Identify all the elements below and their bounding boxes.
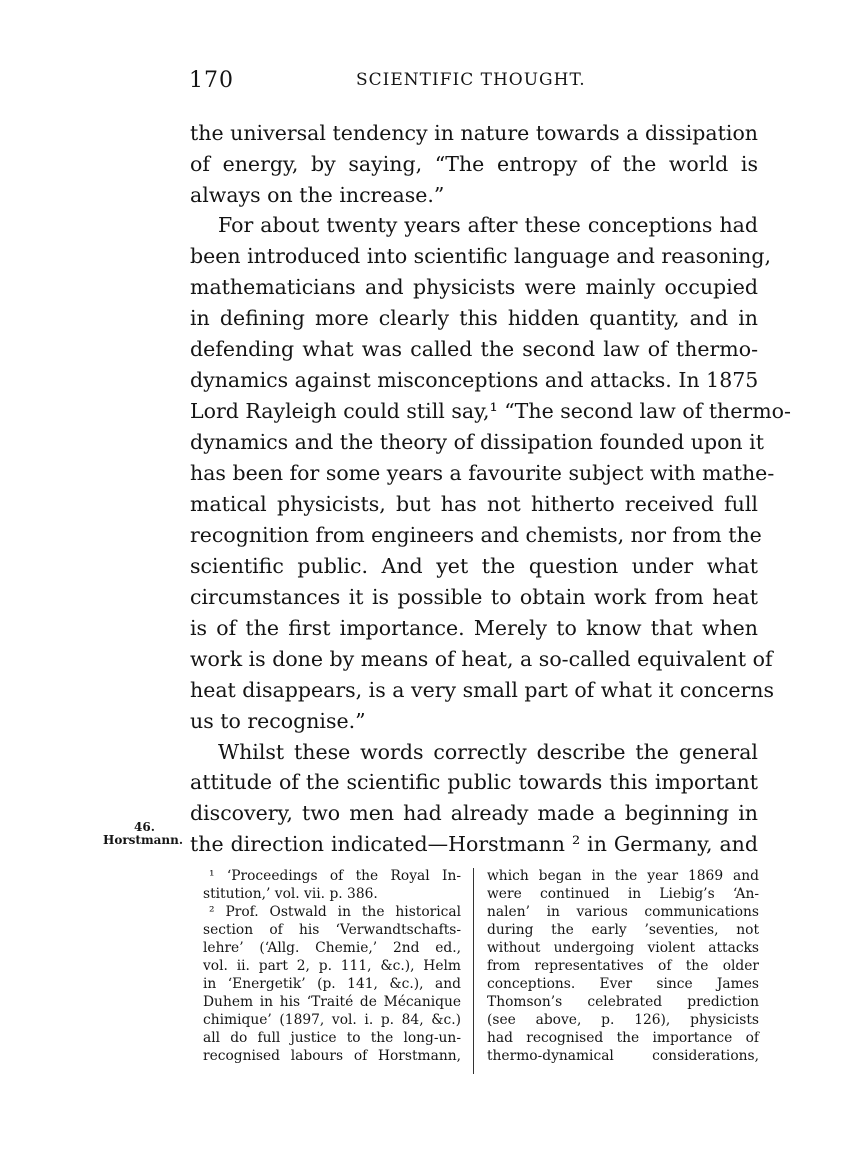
body-line: dynamics and the theory of dissipation founded upon it — [190, 430, 764, 454]
footnote-line: ¹ ‘Proceedings of the Royal In- — [209, 868, 461, 884]
footnote-line: lehre’ (‘Allg. Chemie,’ 2nd ed., — [203, 940, 461, 956]
body-line: is of the first importance. Merely to know that when — [190, 616, 758, 640]
body-line: in defining more clearly this hidden quantity, and in — [190, 306, 758, 330]
footnote-line: which began in the year 1869 and — [487, 868, 759, 884]
marginal-note-name: Horstmann. — [103, 833, 184, 847]
body-line: has been for some years a favourite subject with mathe- — [190, 461, 775, 485]
running-head: SCIENTIFIC THOUGHT. — [356, 70, 586, 90]
page-number: 170 — [189, 68, 234, 93]
body-line: always on the increase.” — [190, 183, 445, 207]
body-line: of energy, by saying, “The entropy of the world is — [190, 152, 758, 176]
body-line: work is done by means of heat, a so-called equivalent of — [190, 647, 773, 671]
body-line: Whilst these words correctly describe the general — [218, 740, 758, 764]
footnote-line: in ‘Energetik’ (p. 141, &c.), and — [203, 976, 461, 992]
footnote-line: Thomson’s celebrated prediction — [487, 994, 759, 1010]
footnote-line: section of his ‘Verwandtschafts- — [203, 922, 461, 938]
body-line: been introduced into scientific language and reasoning, — [190, 244, 772, 268]
footnote-line: recognised labours of Horstmann, — [203, 1048, 461, 1064]
body-line: attitude of the scientific public towards this important — [190, 770, 758, 794]
footnote-line: vol. ii. part 2, p. 111, &c.), Helm — [203, 958, 461, 974]
body-line: us to recognise.” — [190, 709, 366, 733]
footnote-line: were continued in Liebig’s ‘An- — [487, 886, 759, 902]
footnote-line: conceptions. Ever since James — [487, 976, 759, 992]
body-line: scientific public. And yet the question under what — [190, 554, 758, 578]
marginal-note-number: 46. — [134, 820, 155, 834]
footnote-line: nalen’ in various communications — [487, 904, 759, 920]
footnote-line: without undergoing violent attacks — [487, 940, 759, 956]
footnote-line: chimique’ (1897, vol. i. p. 84, &c.) — [203, 1012, 461, 1028]
body-line: Lord Rayleigh could still say,¹ “The second law of thermo- — [190, 399, 791, 423]
body-line: defending what was called the second law of thermo- — [190, 337, 758, 361]
footnote-line: all do full justice to the long-un- — [203, 1030, 461, 1046]
body-line: the universal tendency in nature towards a dissipation — [190, 121, 758, 145]
footnotes-divider — [473, 868, 474, 1074]
footnote-line: stitution,’ vol. vii. p. 386. — [203, 886, 378, 902]
footnote-line: Duhem in his ‘Traité de Mécanique — [203, 994, 461, 1010]
footnote-line: had recognised the importance of — [487, 1030, 759, 1046]
body-line: matical physicists, but has not hitherto received full — [190, 492, 758, 516]
footnote-line: (see above, p. 126), physicists — [487, 1012, 759, 1028]
body-line: the direction indicated—Horstmann ² in Germany, and — [190, 832, 758, 856]
footnote-line: ² Prof. Ostwald in the historical — [209, 904, 461, 920]
footnote-line: thermo-dynamical considerations, — [487, 1048, 759, 1064]
body-line: For about twenty years after these conceptions had — [218, 213, 758, 237]
body-line: recognition from engineers and chemists, nor from the — [190, 523, 762, 547]
footnote-line: during the early ’seventies, not — [487, 922, 759, 938]
footnote-line: from representatives of the older — [487, 958, 759, 974]
body-line: circumstances it is possible to obtain work from heat — [190, 585, 758, 609]
body-line: heat disappears, is a very small part of what it concerns — [190, 678, 774, 702]
body-line: mathematicians and physicists were mainly occupied — [190, 275, 758, 299]
body-line: discovery, two men had already made a beginning in — [190, 801, 758, 825]
body-line: dynamics against misconceptions and attacks. In 1875 — [190, 368, 759, 392]
